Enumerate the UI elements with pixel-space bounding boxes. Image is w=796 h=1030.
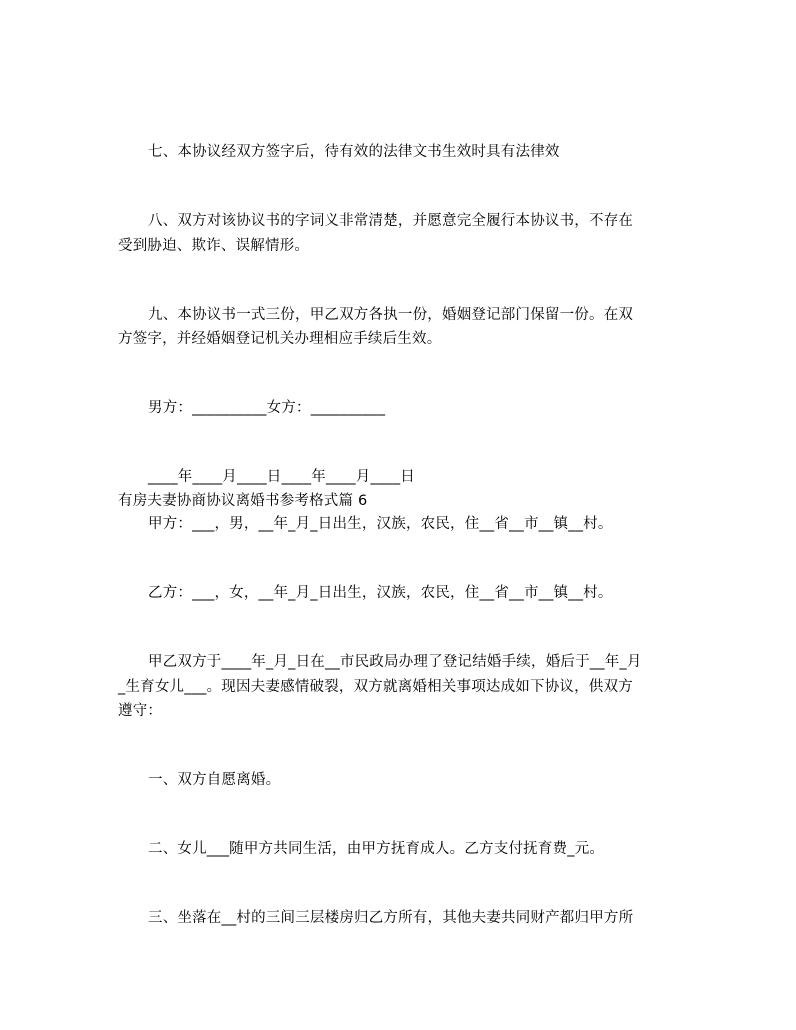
background-line-1: 甲乙双方于____年_月_日在__市民政局办理了登记结婚手续，婚后于__年_月: [148, 654, 642, 670]
background-line-3: 遵守：: [118, 703, 163, 719]
party-b-line: 乙方：___，女，__年_月_日出生，汉族，农民，住__省__市__镇__村。: [148, 585, 613, 601]
clause-seven: 七、本协议经双方签字后，待有效的法律文书生效时具有法律效: [148, 144, 560, 160]
clause-eight-line-1: 八、双方对该协议书的字词义非常清楚，并愿意完全履行本协议书，不存在: [148, 213, 634, 229]
clause-eight-line-2: 受到胁迫、欺诈、误解情形。: [118, 238, 310, 254]
party-a-line: 甲方：___，男，__年_月_日出生，汉族，农民，住__省__市__镇__村。: [148, 516, 613, 532]
date-line: ____年____月____日____年____月____日: [148, 469, 415, 485]
clause-nine-line-1: 九、本协议书一式三份，甲乙双方各执一份，婚姻登记部门保留一份。在双: [148, 307, 634, 323]
section-heading: 有房夫妻协商协议离婚书参考格式篇 6: [118, 493, 368, 509]
signature-line: 男方：__________女方：__________: [148, 400, 386, 416]
clause-two: 二、女儿___随甲方共同生活，由甲方抚育成人。乙方支付抚育费_元。: [148, 841, 605, 857]
background-line-2: _生育女儿___。现因夫妻感情破裂，双方就离婚相关事项达成如下协议，供双方: [118, 679, 633, 695]
clause-one: 一、双方自愿离婚。: [148, 772, 281, 788]
clause-nine-line-2: 方签字，并经婚姻登记机关办理相应手续后生效。: [118, 331, 442, 347]
clause-three: 三、坐落在__村的三间三层楼房归乙方所有，其他夫妻共同财产都归甲方所: [148, 910, 634, 926]
